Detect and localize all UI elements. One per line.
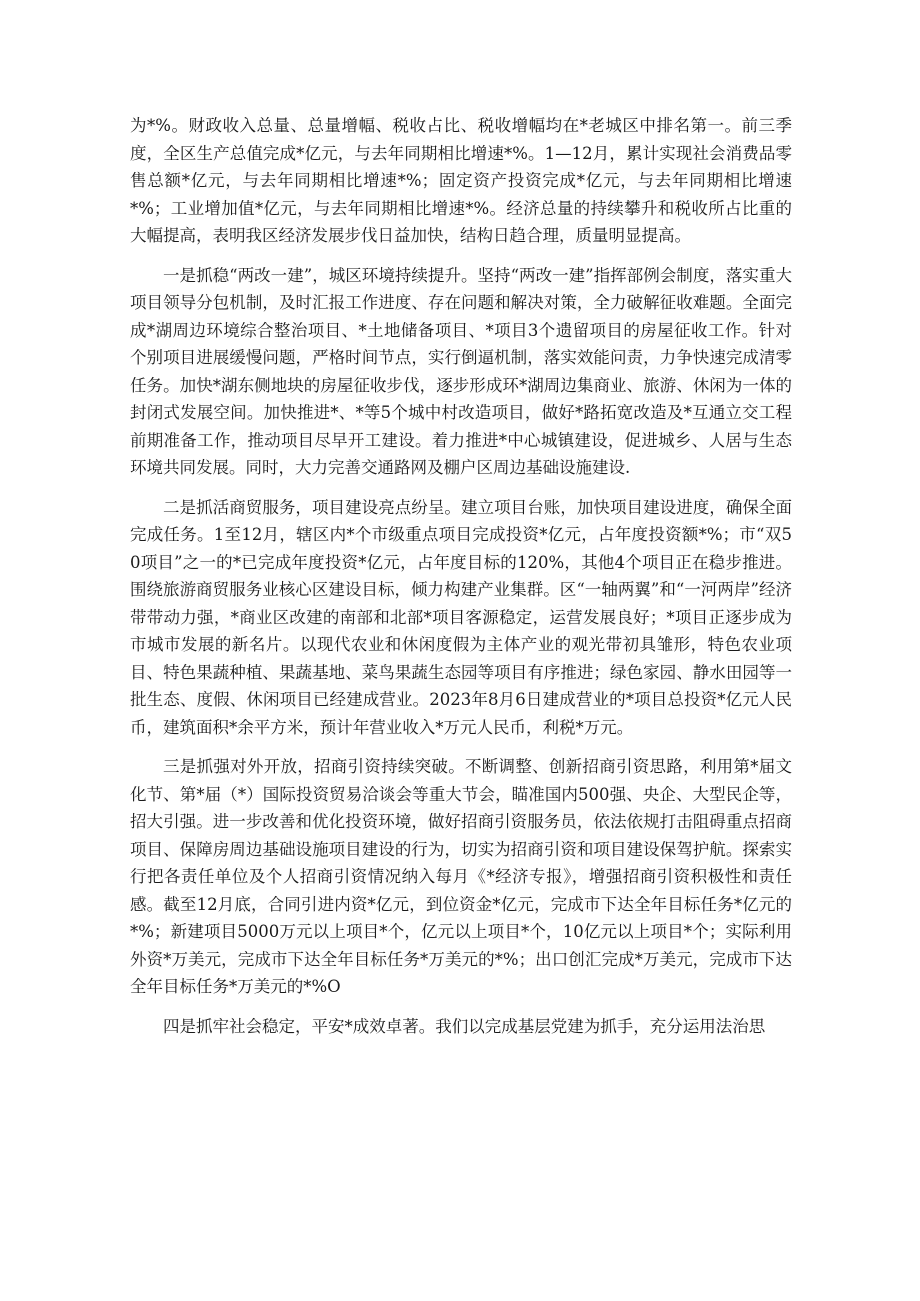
paragraph-urban-environment: 一是抓稳“两改一建”，城区环境持续提升。坚持“两改一建”指挥部例会制度，落实重大项目领导分包机制，及时汇报工作进度、存在问题和解决对策，全力破解征收难题。全面完成*湖周边环境综合整治项目、*土地储备项目、*项目3个遗留项目的房屋征收工作。针对个别项目进展缓慢问题，严格时间节点，实行倒逼机制，落实效能问责，力争快速完成清零任务。加快*湖东侧地块的房屋征收步伐，逐步形成环*湖周边集商业、旅游、休闲为一体的封闭式发展空间。加快推进*、*等5个城中村改造项目，做好*路拓宽改造及*互通立交工程前期准备工作，推动项目尽早开工建设。着力推进*中心城镇建设，促进城乡、人居与生态环境共同发展。同时，大力完善交通路网及棚户区周边基础设施建设. bbox=[130, 265, 792, 477]
paragraph-investment-attraction: 三是抓强对外开放，招商引资持续突破。不断调整、创新招商引资思路，利用第*届文化节、第*届（*）国际投资贸易洽谈会等重大节会，瞄准国内500强、央企、大型民企等，招大引强。进一步改善和优化投资环境，做好招商引资服务员，依法依规打击阻碍重点招商项目、保障房周边基础设施项目建设的行为，切实为招商引资和项目建设保驾护航。探索实行把各责任单位及个人招商引资情况纳入每月《*经济专报》，增强招商引资积极性和责任感。截至12月底，合同引进内资*亿元，到位资金*亿元，完成市下达全年目标任务*亿元的*%；新建项目5000万元以上项目*个，亿元以上项目*个，10亿元以上项目*个；实际利用外资*万美元，完成市下达全年目标任务*万美元的*%；出口创汇完成*万美元，完成市下达全年目标任务*万美元的*%O bbox=[130, 757, 792, 996]
document-page bbox=[130, 112, 792, 1040]
paragraph-social-stability: 四是抓牢社会稳定，平安*成效卓著。我们以完成基层党建为抓手，充分运用法治思 bbox=[163, 1016, 766, 1036]
paragraph-commerce-projects: 二是抓活商贸服务，项目建设亮点纷呈。建立项目台账，加快项目建设进度，确保全面完成任务。1至12月，辖区内*个市级重点项目完成投资*亿元，占年度投资额*%；市“双50项目”之一的*已完成年度投资*亿元，占年度目标的120%，其他4个项目正在稳步推进。围绕旅游商贸服务业核心区建设目标，倾力构建产业集群。区“一轴两翼”和“一河两岸”经济带带动力强，*商业区改建的南部和北部*项目客源稳定，运营发展良好；*项目正逐步成为市城市发展的新名片。以现代农业和休闲度假为主体产业的观光带初具雏形，特色农业项目、特色果蔬种植、果蔬基地、菜鸟果蔬生态园等项目有序推进；绿色家园、静水田园等一批生态、度假、休闲项目已经建成营业。2023年8月6日建成营业的*项目总投资*亿元人民币，建筑面积*余平方米，预计年营业收入*万元人民币，利税*万元。 bbox=[130, 497, 792, 737]
paragraph-economic-summary: 为*%。财政收入总量、总量增幅、税收占比、税收增幅均在*老城区中排名第一。前三季度，全区生产总值完成*亿元，与去年同期相比增速*%。1—12月，累计实现社会消费品零售总额*亿元，与去年同期相比增速*%；固定资产投资完成*亿元，与去年同期相比增速*%；工业增加值*亿元，与去年同期相比增速*%。经济总量的持续攀升和税收所占比重的大幅提高，表明我区经济发展步伐日益加快，结构日趋合理，质量明显提高。 bbox=[130, 116, 792, 245]
